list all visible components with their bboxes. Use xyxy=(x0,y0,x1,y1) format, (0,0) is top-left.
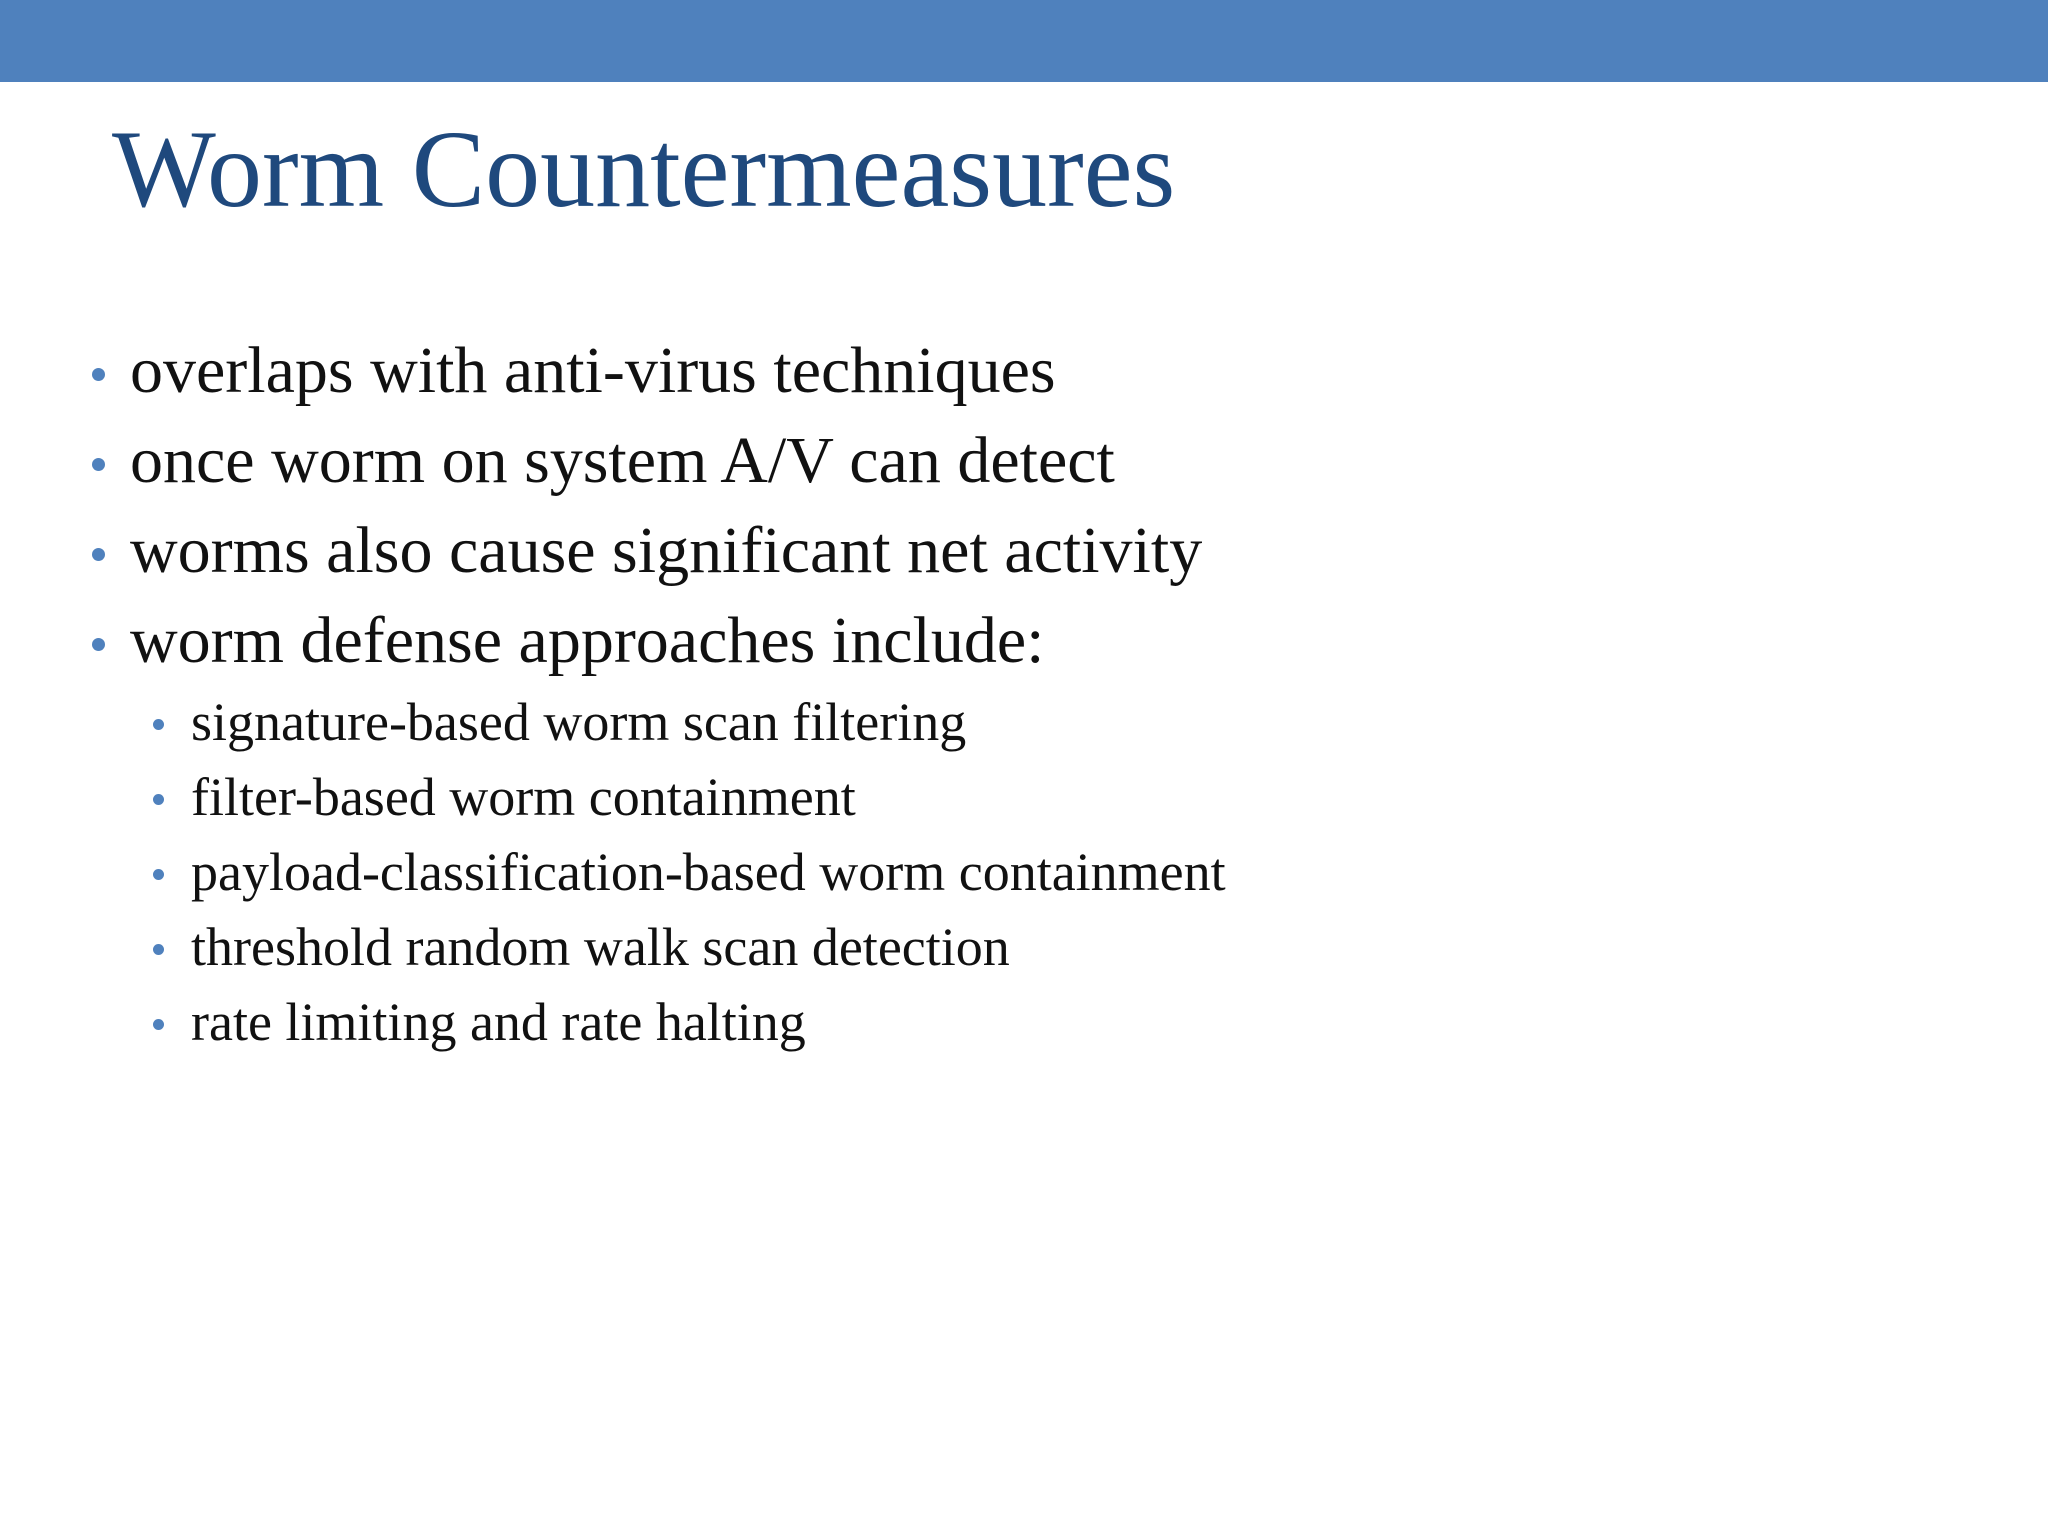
sub-bullet-item xyxy=(191,764,856,830)
bullet-text: worms also cause significant net activity xyxy=(130,514,1203,587)
bullet-icon xyxy=(153,794,164,805)
bullet-item xyxy=(130,511,1202,591)
sub-bullet-item xyxy=(191,689,966,755)
sub-bullet-text: filter-based worm containment xyxy=(191,767,856,827)
bullet-icon xyxy=(92,548,105,561)
bullet-icon xyxy=(153,1019,164,1030)
sub-bullet-item xyxy=(191,914,1010,980)
sub-bullet-text: signature-based worm scan filtering xyxy=(191,692,967,752)
bullet-item xyxy=(130,331,1056,411)
bullet-icon xyxy=(153,869,164,880)
bullet-icon xyxy=(92,458,105,471)
bullet-icon xyxy=(153,944,164,955)
slide-title: Worm Countermeasures xyxy=(112,108,1176,230)
bullet-icon xyxy=(92,368,105,381)
bullet-item xyxy=(130,601,1044,681)
bullet-icon xyxy=(153,719,164,730)
sub-bullet-text: payload-classification-based worm containment xyxy=(191,842,1226,902)
bullet-text: once worm on system A/V can detect xyxy=(130,424,1115,497)
sub-bullet-text: threshold random walk scan detection xyxy=(191,917,1010,977)
sub-bullet-item xyxy=(191,839,1226,905)
bullet-item xyxy=(130,421,1115,501)
bullet-text: overlaps with anti-virus techniques xyxy=(130,334,1056,407)
bullet-text: worm defense approaches include: xyxy=(130,604,1045,677)
sub-bullet-item xyxy=(191,989,806,1055)
sub-bullet-text: rate limiting and rate halting xyxy=(191,992,806,1052)
bullet-icon xyxy=(92,638,105,651)
